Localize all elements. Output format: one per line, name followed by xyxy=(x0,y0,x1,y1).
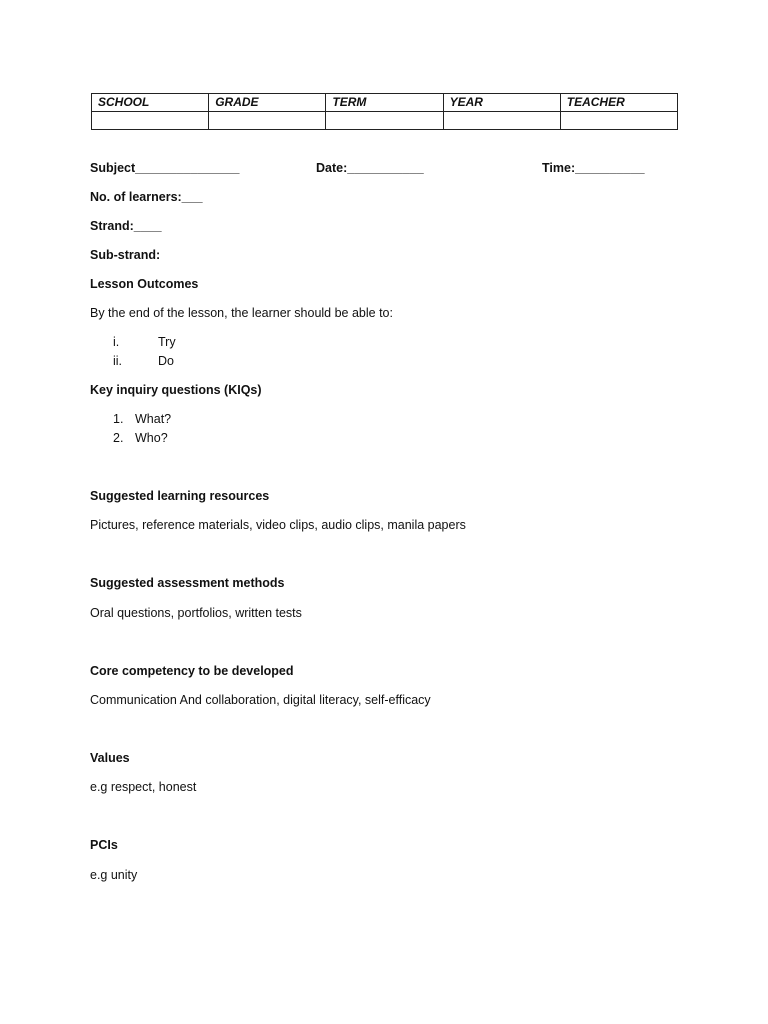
outcome-item: Do xyxy=(158,354,174,368)
time-field: Time:__________ xyxy=(542,161,645,175)
year-value-cell[interactable] xyxy=(443,112,560,130)
resources-heading: Suggested learning resources xyxy=(90,489,270,503)
strand-field: Strand:____ xyxy=(90,219,162,233)
pcis-text: e.g unity xyxy=(90,868,138,882)
kiq-item: Who? xyxy=(135,431,168,445)
grade-value-cell[interactable] xyxy=(209,112,326,130)
resources-text: Pictures, reference materials, video clips, audio clips, manila papers xyxy=(90,518,466,532)
school-value-cell[interactable] xyxy=(92,112,209,130)
learners-field: No. of learners:___ xyxy=(90,190,203,204)
kiq-heading: Key inquiry questions (KIQs) xyxy=(90,383,262,397)
kiq-marker: 1. xyxy=(113,412,124,426)
header-row xyxy=(92,94,678,112)
outcomes-intro: By the end of the lesson, the learner should be able to: xyxy=(90,306,393,320)
assessment-heading: Suggested assessment methods xyxy=(90,576,285,590)
values-text: e.g respect, honest xyxy=(90,780,197,794)
pcis-heading: PCIs xyxy=(90,838,118,852)
header-cell-grade: GRADE xyxy=(209,94,326,112)
values-heading: Values xyxy=(90,751,130,765)
outcome-marker: ii. xyxy=(113,354,123,368)
header-cell-teacher: TEACHER xyxy=(560,94,677,112)
blank-row xyxy=(92,112,678,130)
sub-strand-field: Sub-strand: xyxy=(90,248,161,262)
subject-field: Subject_______________ xyxy=(90,161,240,175)
header-cell-year: YEAR xyxy=(443,94,560,112)
kiq-marker: 2. xyxy=(113,431,124,445)
outcome-marker: i. xyxy=(113,335,120,349)
teacher-value-cell[interactable] xyxy=(560,112,677,130)
header-cell-school: SCHOOL xyxy=(92,94,209,112)
outcome-item: Try xyxy=(158,335,176,349)
kiq-item: What? xyxy=(135,412,172,426)
outcomes-heading: Lesson Outcomes xyxy=(90,277,199,291)
assessment-text: Oral questions, portfolios, written tests xyxy=(90,606,302,620)
date-field: Date:___________ xyxy=(316,161,424,175)
competency-heading: Core competency to be developed xyxy=(90,664,294,678)
term-value-cell[interactable] xyxy=(326,112,443,130)
header-table xyxy=(91,93,678,130)
header-cell-term: TERM xyxy=(326,94,443,112)
competency-text: Communication And collaboration, digital literacy, self-efficacy xyxy=(90,693,431,707)
